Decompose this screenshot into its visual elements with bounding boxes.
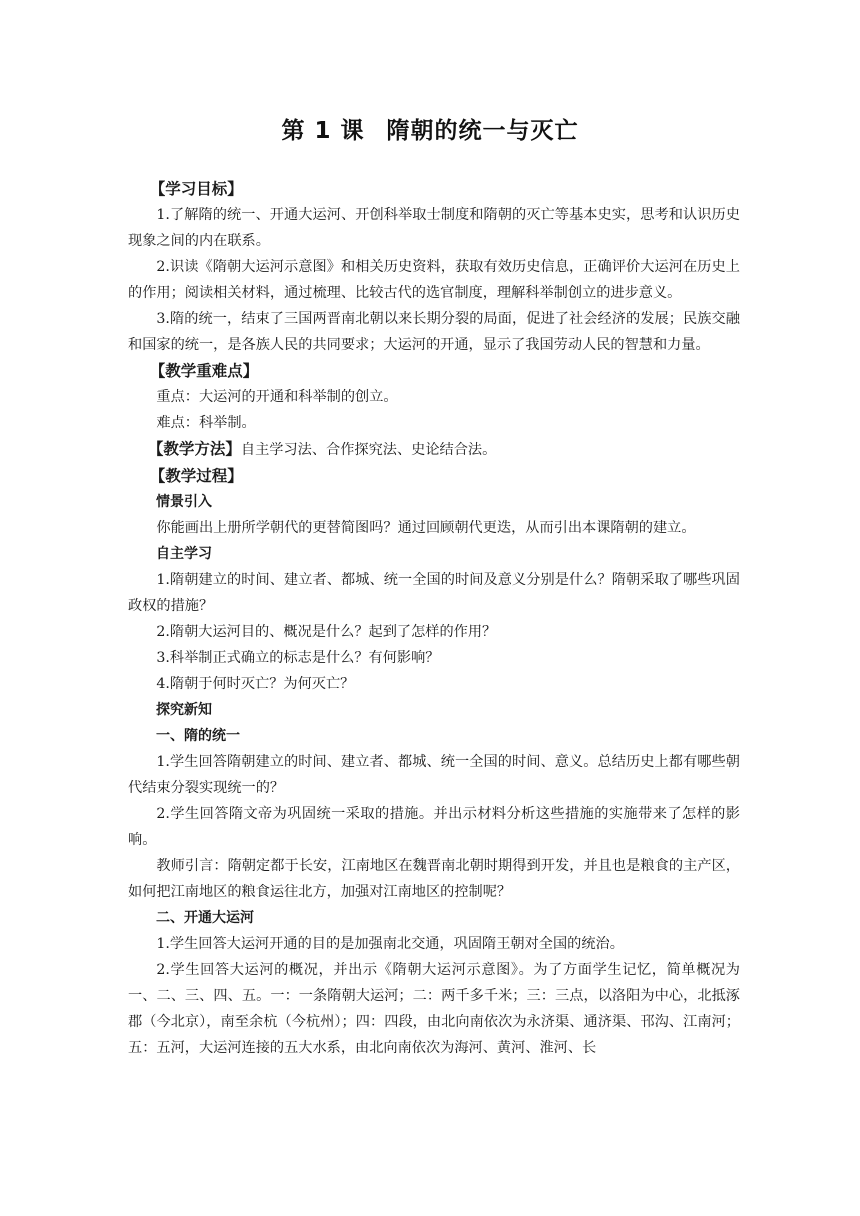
self-study-item-3: 3.科举制正式确立的标志是什么？有何影响？ <box>156 650 440 666</box>
methods-line <box>128 436 740 463</box>
intro-text: 你能画出上册所学朝代的更替简图吗？通过回顾朝代更迭，从而引出本课隋朝的建立。 <box>156 520 696 536</box>
page-title <box>0 112 860 145</box>
methods-text: 自主学习法、合作探究法、史论结合法。 <box>240 442 497 458</box>
keypoints-heading: 【教学重难点】 <box>149 362 259 380</box>
process-heading: 【教学过程】 <box>149 467 243 485</box>
methods-heading: 【教学方法】 <box>147 440 241 458</box>
keypoint-focus: 重点：大运河的开通和科举制的创立。 <box>156 389 398 405</box>
self-study-item-1: 1.隋朝建立的时间、建立者、都城、统一全国的时间及意义分别是什么？隋朝采取了哪些巩固政权的措施？ <box>128 572 740 614</box>
section2-item-1: 1.学生回答大运河开通的目的是加强南北交通，巩固隋王朝对全国的统治。 <box>156 936 624 952</box>
keypoint-difficulty: 难点：科举制。 <box>156 415 256 431</box>
lesson-topic: 隋朝的统一与灭亡 <box>386 118 579 144</box>
section1-item-3: 教师引言：隋朝定都于长安，江南地区在魏晋南北朝时期得到开发，并且也是粮食的主产区，如何把江南地区的粮食运往北方，加强对江南地区的控制呢？ <box>128 858 740 900</box>
document-body <box>128 176 740 1061</box>
section2-item-2: 2.学生回答大运河的概况，并出示《隋朝大运河示意图》。为了方面学生记忆，简单概况为一、二、三、四、五。一：一条隋朝大运河；二：两千多千米；三：三点，以洛阳为中心，北抵涿郡（今北京），南至余杭（今杭州）；四：四段，由北向南依次为永济渠、通济渠、邗沟、江南河；五：五河，大运河连接的五大水系，由北向南依次为海河、黄河、淮河、长 <box>128 962 740 1056</box>
section2-heading: 二、开通大运河 <box>156 910 254 926</box>
objective-item-3: 3.隋的统一，结束了三国两晋南北朝以来长期分裂的局面，促进了社会经济的发展；民族交融和国家的统一，是各族人民的共同要求；大运河的开通，显示了我国劳动人民的智慧和力量。 <box>128 311 740 353</box>
section1-heading: 一、隋的统一 <box>156 728 240 744</box>
objectives-heading: 【学习目标】 <box>149 180 243 198</box>
section1-item-1: 1.学生回答隋朝建立的时间、建立者、都城、统一全国的时间、意义。总结历史上都有哪些朝代结束分裂实现统一的？ <box>128 754 740 796</box>
objective-item-1: 1.了解隋的统一、开通大运河、开创科举取士制度和隋朝的灭亡等基本史实，思考和认识历史现象之间的内在联系。 <box>128 207 740 249</box>
lesson-number: 第 1 课 <box>281 118 365 144</box>
intro-heading: 情景引入 <box>156 494 212 510</box>
explore-heading: 探究新知 <box>156 702 212 718</box>
objective-item-2: 2.识读《隋朝大运河示意图》和相关历史资料，获取有效历史信息，正确评价大运河在历史上的作用；阅读相关材料，通过梳理、比较古代的选官制度，理解科举制创立的进步意义。 <box>128 259 740 301</box>
self-study-item-4: 4.隋朝于何时灭亡？为何灭亡？ <box>156 676 355 692</box>
self-study-item-2: 2.隋朝大运河目的、概况是什么？起到了怎样的作用？ <box>156 624 497 640</box>
section1-item-2: 2.学生回答隋文帝为巩固统一采取的措施。并出示材料分析这些措施的实施带来了怎样的影响。 <box>128 806 740 848</box>
self-study-heading: 自主学习 <box>156 546 212 562</box>
